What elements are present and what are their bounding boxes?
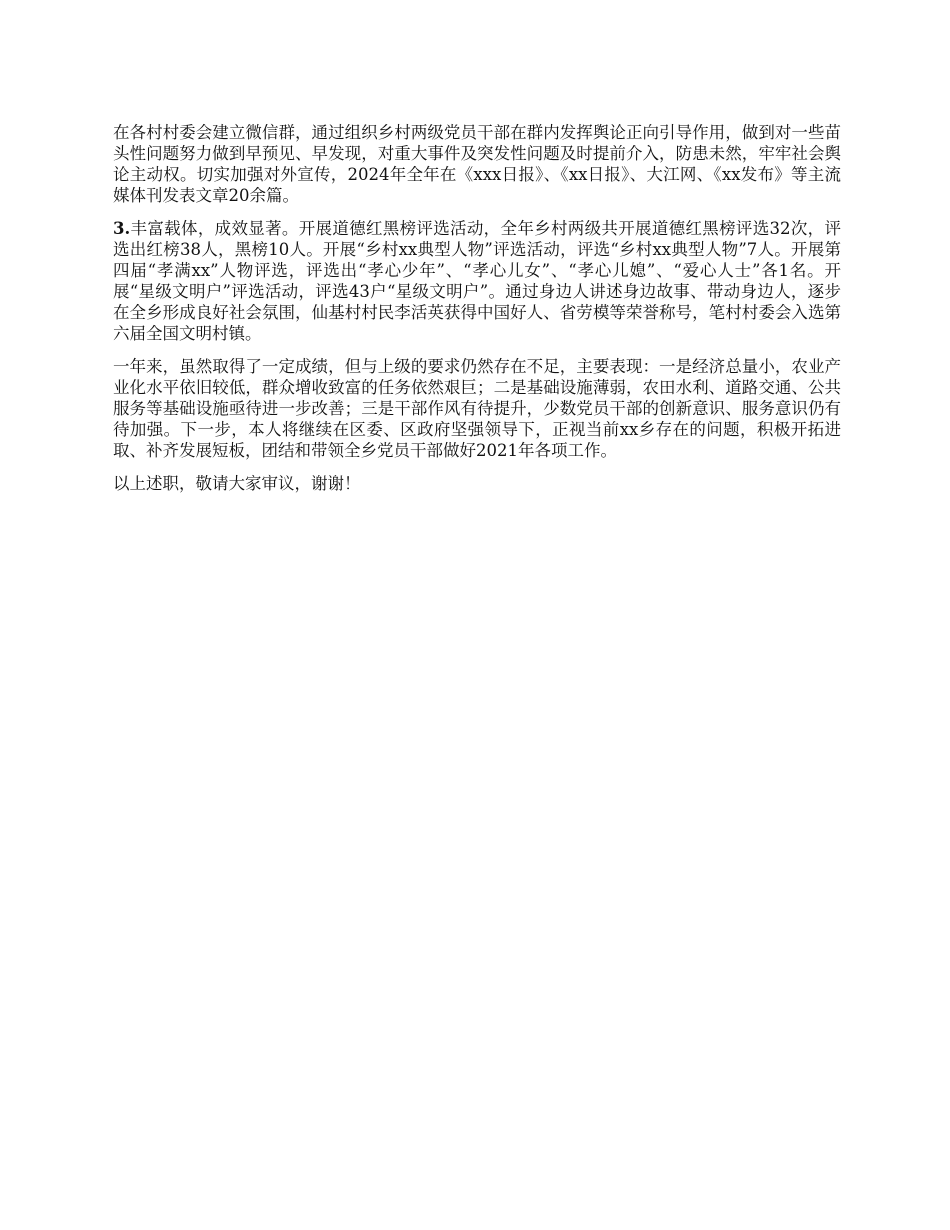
paragraph-number: 3. <box>113 219 131 238</box>
paragraph-text: 丰富载体，成效显著。开展道德红黑榜评选活动，全年乡村两级共开展道德红黑榜评选32次，评选出红榜38人，黑榜10人。开展“乡村xx典型人物”评选活动，评选“乡村xx典型人物”7人。开展第四届“孝满xx”人物评选，评选出“孝心少年”、“孝心儿女”、“孝心儿媳”、“爱心人士”各1名。开展“星级文明户”评选活动，评选43户“星级文明户”。通过身边人讲述身边故事、带动身边人，逐步在全乡形成良好社会氛围，仙基村村民李活英获得中国好人、省劳模等荣誉称号，笔村村委会入选第六届全国文明村镇。 <box>113 219 841 343</box>
paragraph-public-opinion <box>113 122 841 206</box>
paragraph-enrich-carriers <box>113 218 841 344</box>
paragraph-text: 一年来，虽然取得了一定成绩，但与上级的要求仍然存在不足，主要表现：一是经济总量小，农业产业化水平依旧较低，群众增收致富的任务依然艰巨；二是基础设施薄弱，农田水利、道路交通、公共服务等基础设施亟待进一步改善；三是干部作风有待提升，少数党员干部的创新意识、服务意识仍有待加强。下一步，本人将继续在区委、区政府坚强领导下，正视当前xx乡存在的问题，积极开拓进取、补齐发展短板，团结和带领全乡党员干部做好2021年各项工作。 <box>113 357 841 460</box>
paragraph-text: 以上述职，敬请大家审议，谢谢！ <box>113 474 361 493</box>
paragraph-text: 在各村村委会建立微信群，通过组织乡村两级党员干部在群内发挥舆论正向引导作用，做到对一些苗头性问题努力做到早预见、早发现，对重大事件及突发性问题及时提前介入，防患未然，牢牢社会舆论主动权。切实加强对外宣传，2024年全年在《xxx日报》、《xx日报》、大江网、《xx发布》等主流媒体刊发表文章20余篇。 <box>113 123 841 205</box>
paragraph-shortcomings <box>113 356 841 461</box>
paragraph-closing <box>113 473 841 494</box>
document-body <box>113 122 841 506</box>
